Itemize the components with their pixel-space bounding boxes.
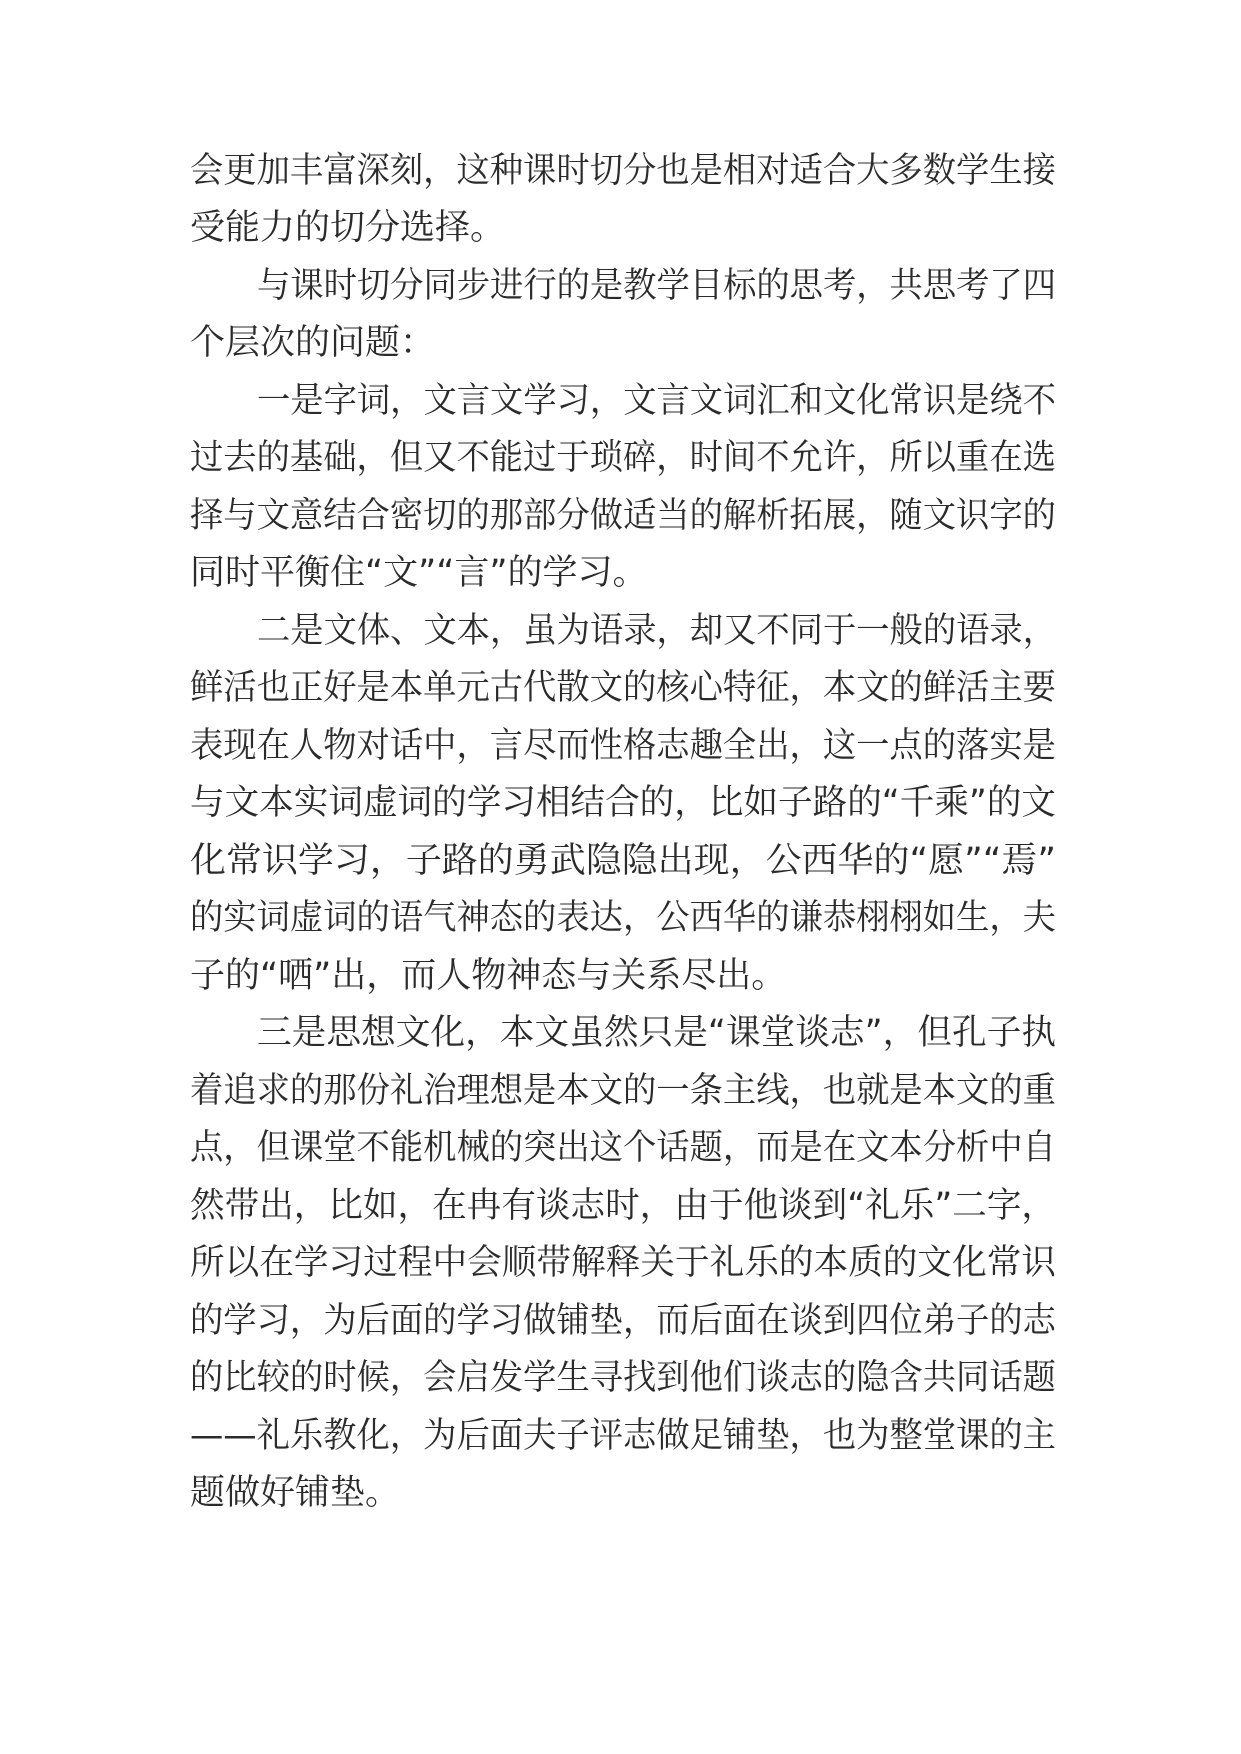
text-line: 受能力的切分选择。 xyxy=(190,208,506,248)
paragraph-first-line: 二是文体、文本，虽为语录，却又不同于一般的语录， xyxy=(257,611,1057,651)
text-line: 表现在人物对话中，言尽而性格志趣全出，这一点的落实是 xyxy=(190,726,1056,766)
text-line: 会更加丰富深刻，这种课时切分也是相对适合大多数学生接 xyxy=(190,151,1056,191)
text-line: 子的“哂”出，而人物神态与关系尽出。 xyxy=(190,956,787,996)
text-line: 同时平衡住“文”“言”的学习。 xyxy=(190,553,648,593)
text-line: 的实词虚词的语气神态的表达，公西华的谦恭栩栩如生，夫 xyxy=(190,898,1056,938)
text-line: 的比较的时候，会启发学生寻找到他们谈志的隐含共同话题 xyxy=(190,1358,1056,1398)
text-line: ——礼乐教化，为后面夫子评志做足铺垫，也为整堂课的主 xyxy=(190,1416,1056,1456)
paragraph-first-line: 一是字词，文言文学习，文言文词汇和文化常识是绕不 xyxy=(257,381,1057,421)
text-line: 个层次的问题： xyxy=(190,323,436,363)
paragraph-first-line: 与课时切分同步进行的是教学目标的思考，共思考了四 xyxy=(257,266,1057,306)
text-line: 过去的基础，但又不能过于琐碎，时间不允许，所以重在选 xyxy=(190,438,1056,478)
paragraph-first-line: 三是思想文化，本文虽然只是“课堂谈志”，但孔子执 xyxy=(257,1013,1057,1053)
text-line: 鲜活也正好是本单元古代散文的核心特征，本文的鲜活主要 xyxy=(190,668,1056,708)
text-line: 化常识学习，子路的勇武隐隐出现，公西华的“愿”“焉” xyxy=(190,841,1056,881)
text-line: 然带出，比如，在冉有谈志时，由于他谈到“礼乐”二字， xyxy=(190,1186,1057,1226)
text-line: 题做好铺垫。 xyxy=(190,1473,401,1513)
text-line: 与文本实词虚词的学习相结合的，比如子路的“千乘”的文 xyxy=(190,783,1057,823)
text-line: 择与文意结合密切的那部分做适当的解析拓展，随文识字的 xyxy=(190,496,1056,536)
text-line: 所以在学习过程中会顺带解释关于礼乐的本质的文化常识 xyxy=(190,1243,1057,1283)
text-line: 的学习，为后面的学习做铺垫，而后面在谈到四位弟子的志 xyxy=(190,1301,1056,1341)
text-line: 点，但课堂不能机械的突出这个话题，而是在文本分析中自 xyxy=(190,1128,1056,1168)
text-line: 着追求的那份礼治理想是本文的一条主线，也就是本文的重 xyxy=(190,1071,1056,1111)
